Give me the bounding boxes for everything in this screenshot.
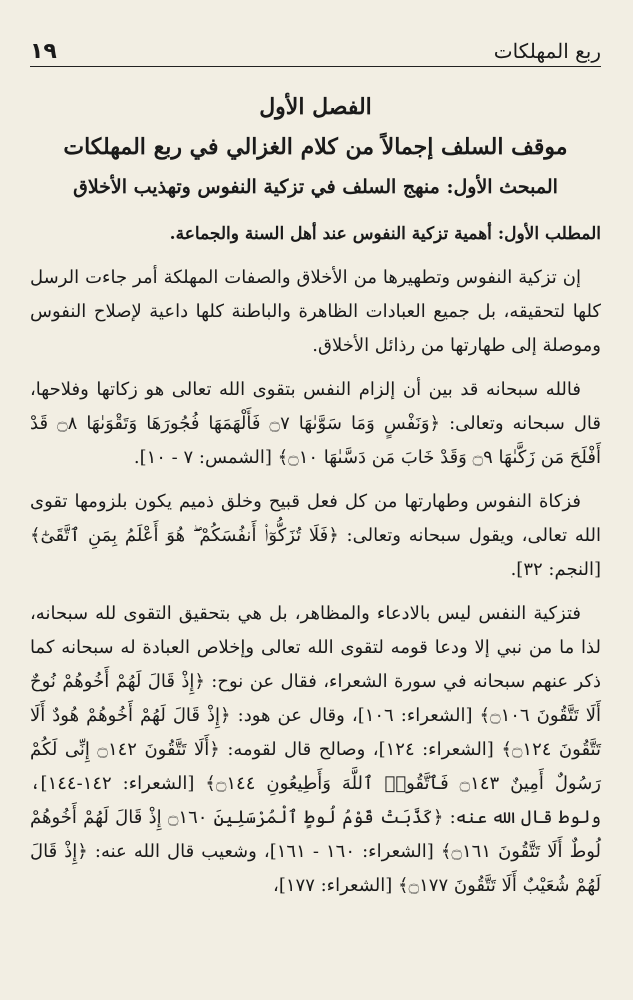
running-head <box>30 36 601 67</box>
paragraph-2: فالله سبحانه قد بين أن إلزام النفس بتقوى الله تعالى هو زكاتها وفلاحها، قال سبحانه وتعالى: ﴿وَنَفْسٍ وَمَا سَوَّىٰهَا ۝٧ فَأَلْهَمَهَا فُجُورَهَا وَتَقْوَىٰهَا ۝٨ قَدْ أَفْلَحَ مَن زَكَّىٰهَا ۝٩ وَقَدْ خَابَ مَن دَسَّىٰهَا ۝١٠﴾ [الشمس: ٧ - ١٠]. <box>30 379 601 468</box>
paragraph-4: فتزكية النفس ليس بالادعاء والمظاهر، بل هي بتحقيق التقوى لله سبحانه، لذا ما من نبي إلا ودعا قومه لتقوى الله تعالى وإخلاص العبادة له سبحانه كما ذكر عنهم سبحانه في سورة الشعراء، فقال عن نوح: ﴿إِذْ قَالَ لَهُمْ أَخُوهُمْ نُوحٌ أَلَا تَتَّقُونَ ۝١٠٦﴾ [الشعراء: ١٠٦]، وقال عن هود: ﴿إِذْ قَالَ لَهُمْ أَخُوهُمْ هُودٌ أَلَا تَتَّقُونَ ۝١٢٤﴾ [الشعراء: ١٢٤]، وصالح قال لقومه: ﴿أَلَا تَتَّقُونَ ۝١٤٢ إِنِّى لَكُمْ رَسُولٌ أَمِينٌ ۝١٤٣ فَٱتَّقُوا۟ ٱللَّهَ وَأَطِيعُونِ ۝١٤٤﴾ [الشعراء: ١٤٢-١٤٤]، ولوط قال الله عنه: ﴿كَذَّبَتْ قَوْمُ لُوطٍ ٱلْمُرْسَلِينَ ۝١٦٠ إِذْ قَالَ لَهُمْ أَخُوهُمْ لُوطٌ أَلَا تَتَّقُونَ ۝١٦١﴾ [الشعراء: ١٦٠ - ١٦١]، وشعيب قال الله عنه: ﴿إِذْ قَالَ لَهُمْ شُعَيْبٌ أَلَا تَتَّقُونَ ۝١٧٧﴾ [الشعراء: ١٧٧]، <box>30 603 602 896</box>
running-head-title: ربع المهلكات <box>493 39 601 63</box>
page-number: ١٩ <box>30 38 57 64</box>
section-title: المبحث الأول: منهج السلف في تزكية النفوس وتهذيب الأخلاق <box>73 176 558 198</box>
page-body <box>30 88 601 903</box>
chapter-subtitle: موقف السلف إجمالاً من كلام الغزالي في ربع المهلكات <box>63 134 568 160</box>
paragraph-1: إن تزكية النفوس وتطهيرها من الأخلاق والصفات المهلكة أمر جاءت الرسل كلها لتحقيقه، بل جميع العبادات الظاهرة والباطنة كلها داعية لإصلاح النفوس وموصلة إلى طهارتها من رذائل الأخلاق. <box>30 267 601 356</box>
paragraph-3: فزكاة النفوس وطهارتها من كل فعل قبيح وخلق ذميم يكون بلزومها تقوى الله تعالى، ويقول سبحانه وتعالى: ﴿فَلَا تُزَكُّوٓا۟ أَنفُسَكُمْ ۖ هُوَ أَعْلَمُ بِمَنِ ٱتَّقَىٰٓ﴾ [النجم: ٣٢]. <box>30 491 601 580</box>
chapter-title: الفصل الأول <box>259 94 372 120</box>
subsection-title: المطلب الأول: أهمية تزكية النفوس عند أهل السنة والجماعة. <box>169 224 601 244</box>
